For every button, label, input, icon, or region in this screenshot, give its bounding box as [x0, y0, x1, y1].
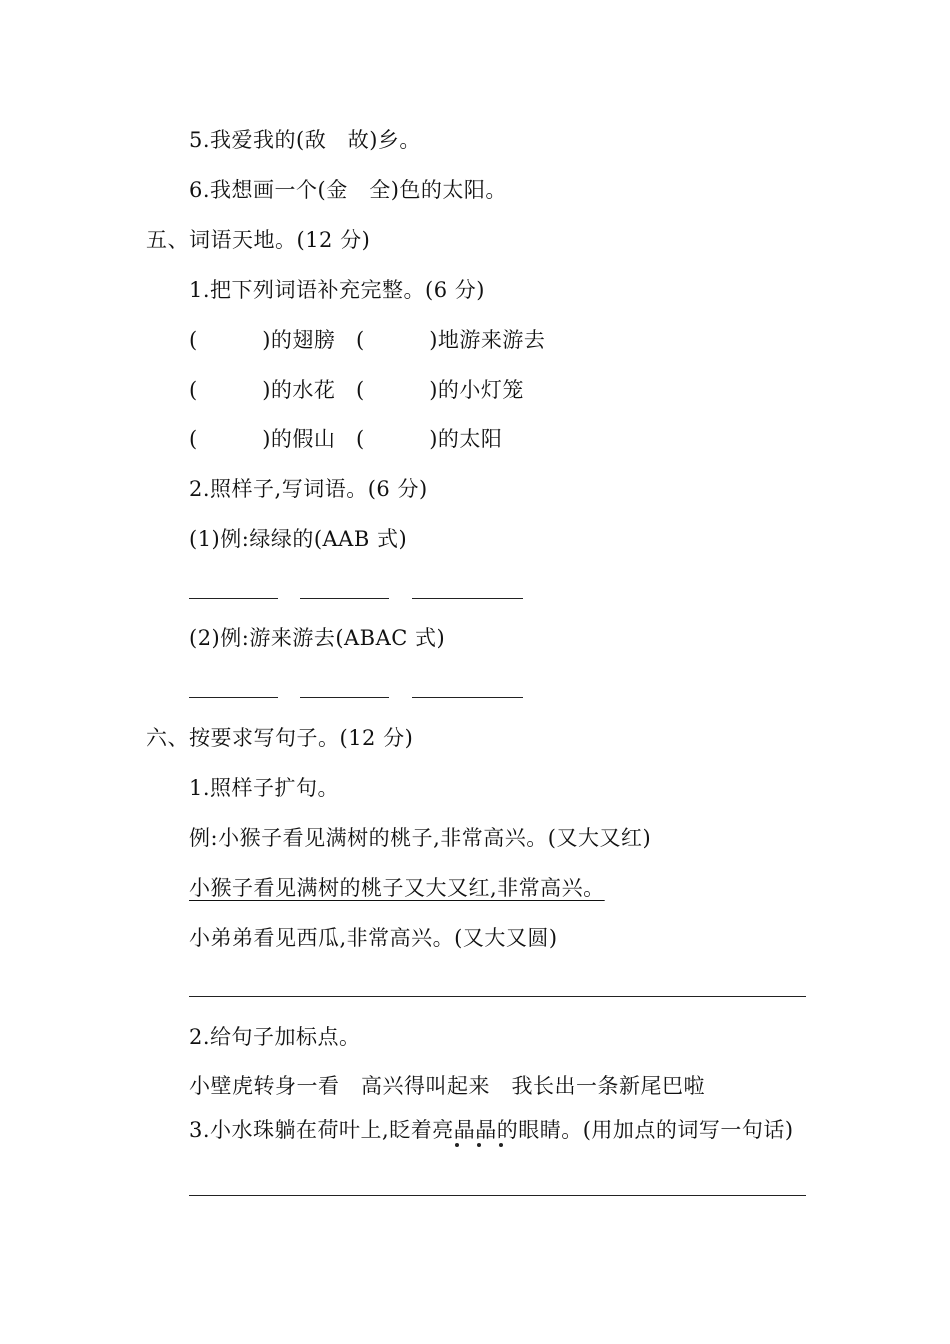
section-6-q2-title: 2.给句子加标点。	[189, 1025, 361, 1049]
answer-blank[interactable]	[189, 697, 278, 698]
fill-blank-item: ( )地游来游去	[356, 328, 546, 352]
section-5-part-2-title: 2.照样子,写词语。(6 分)	[189, 477, 428, 501]
fill-blank-item: ( )的小灯笼	[356, 378, 524, 402]
answer-line[interactable]	[189, 1195, 806, 1196]
section-5-part-1-title: 1.把下列词语补充完整。(6 分)	[189, 278, 485, 302]
question-6: 6.我想画一个(金 全)色的太阳。	[189, 178, 507, 202]
emphasis-dot	[477, 1143, 481, 1147]
section-5-title: 五、词语天地。(12 分)	[146, 228, 371, 252]
expand-sentence-answer: 小猴子看见满树的桃子又大又红,非常高兴。	[189, 876, 605, 900]
section-6-q1-title: 1.照样子扩句。	[189, 776, 340, 800]
punctuation-sentence: 小壁虎转身一看 高兴得叫起来 我长出一条新尾巴啦	[189, 1074, 705, 1098]
expand-sentence-example: 例:小猴子看见满树的桃子,非常高兴。(又大又红)	[189, 826, 652, 850]
answer-blank[interactable]	[412, 697, 523, 698]
example-abac: (2)例:游来游去(ABAC 式)	[189, 626, 446, 650]
fill-blank-item: ( )的太阳	[356, 427, 503, 451]
section-6-title: 六、按要求写句子。(12 分)	[146, 726, 414, 750]
fill-blank-item: ( )的假山	[189, 427, 336, 451]
emphasis-dot	[455, 1143, 459, 1147]
fill-blank-item: ( )的水花	[189, 378, 336, 402]
section-6-q3-title: 3.小水珠躺在荷叶上,眨着亮晶晶的眼睛。(用加点的词写一句话)	[189, 1118, 794, 1142]
answer-blank[interactable]	[412, 598, 523, 599]
answer-blank[interactable]	[300, 598, 389, 599]
answer-line[interactable]	[189, 996, 806, 997]
example-aab: (1)例:绿绿的(AAB 式)	[189, 527, 408, 551]
answer-blank[interactable]	[189, 598, 278, 599]
question-5: 5.我爱我的(敌 故)乡。	[189, 128, 421, 152]
emphasis-dot	[499, 1143, 503, 1147]
expand-sentence-prompt: 小弟弟看见西瓜,非常高兴。(又大又圆)	[189, 926, 558, 950]
answer-blank[interactable]	[300, 697, 389, 698]
fill-blank-item: ( )的翅膀	[189, 328, 336, 352]
